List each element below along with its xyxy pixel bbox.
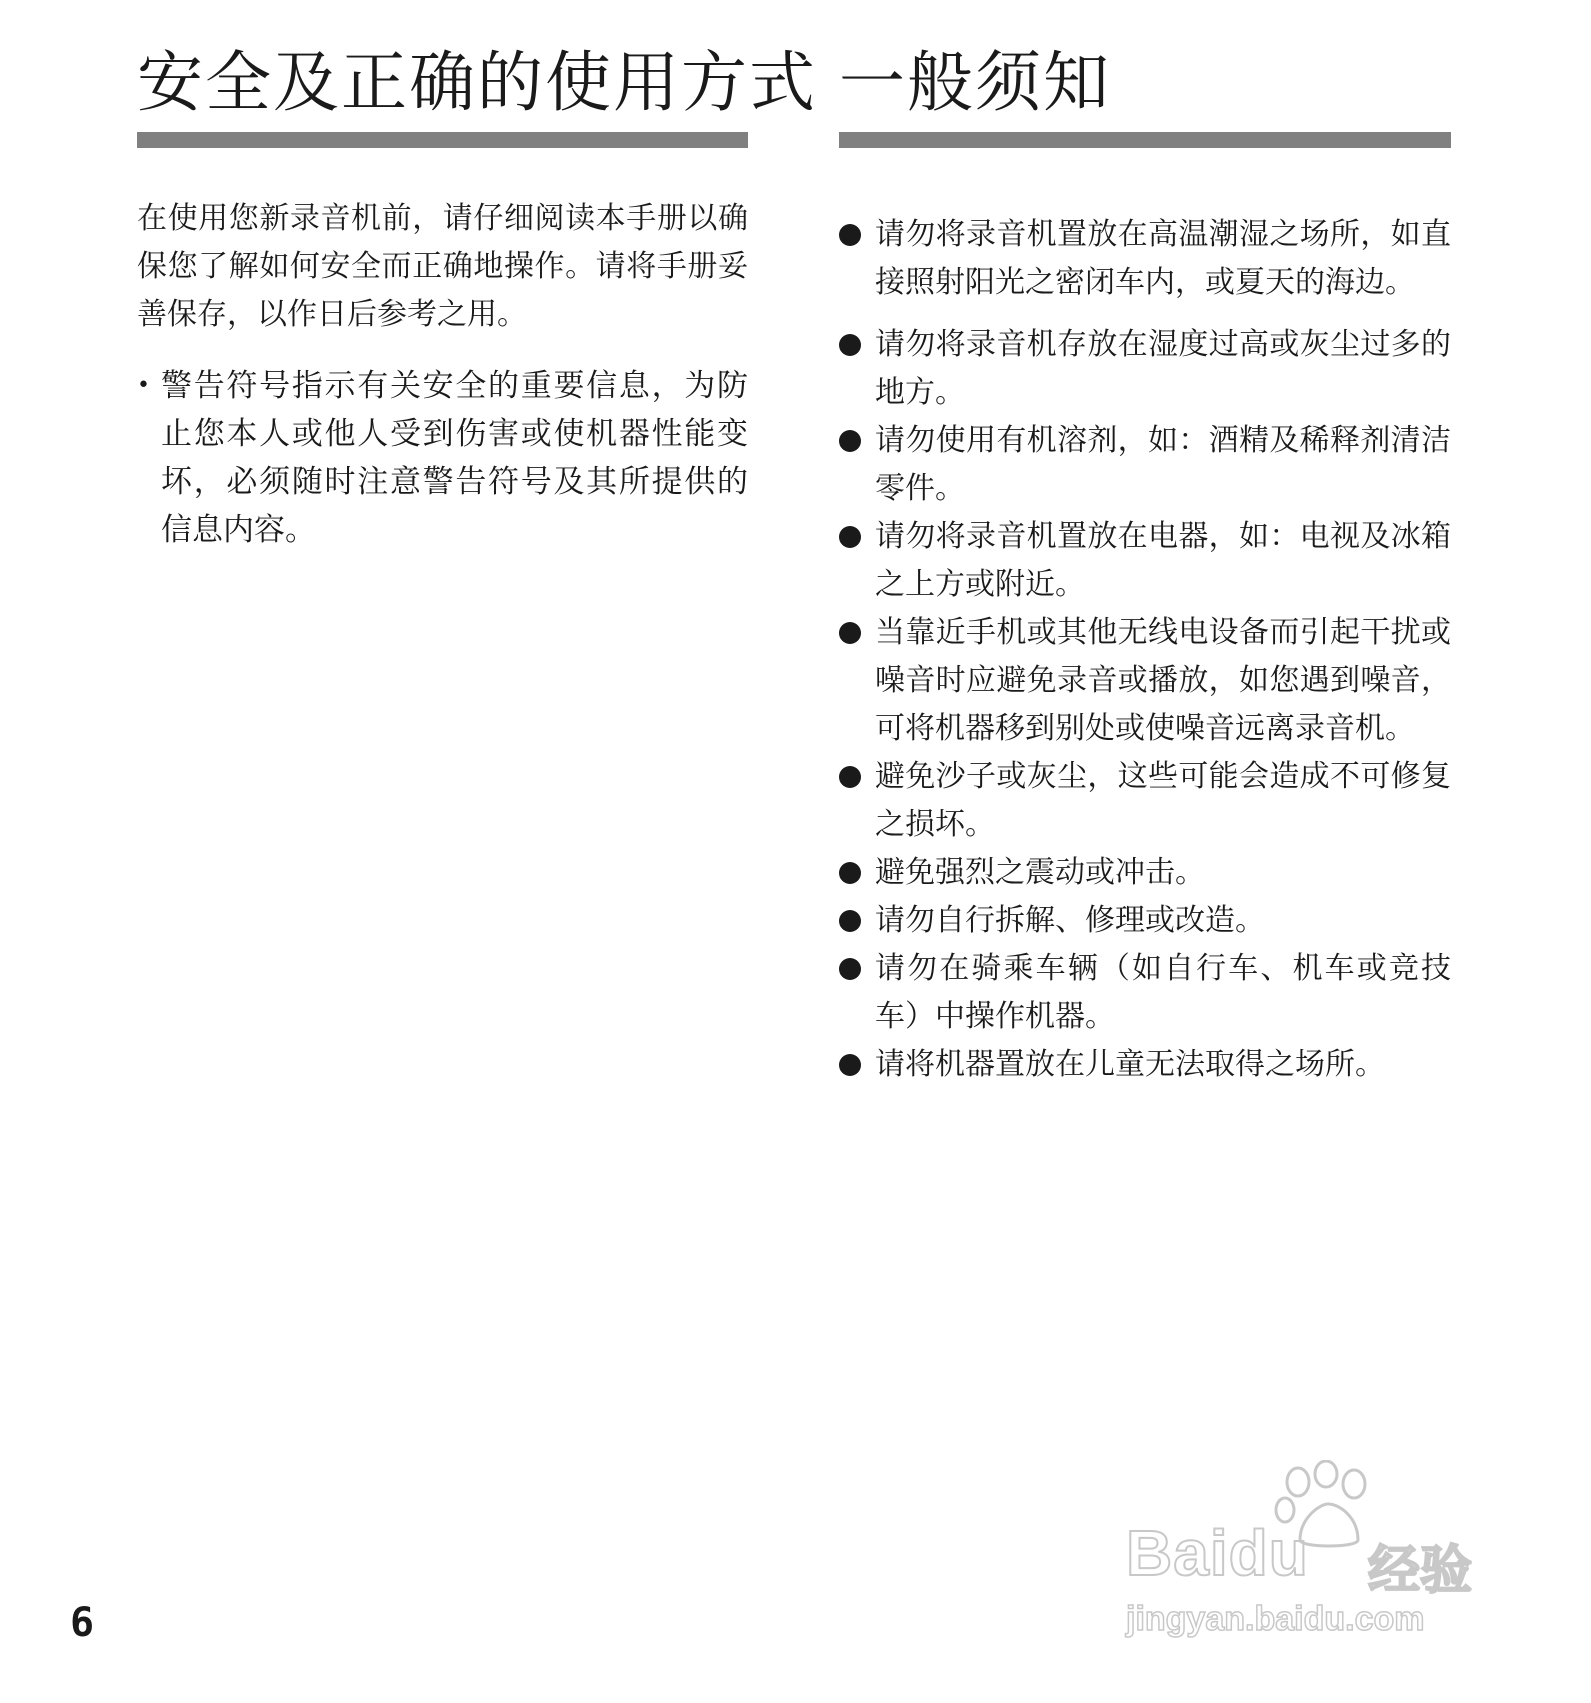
intro-paragraph: 在使用您新录音机前，请仔细阅读本手册以确保您了解如何安全而正确地操作。请将手册妥善保存，以作日后参考之用。	[137, 201, 748, 332]
baidu-watermark	[1120, 1460, 1500, 1650]
bullet-dot-icon	[839, 417, 875, 513]
bullet-dot-icon	[839, 1041, 875, 1089]
bullet-dot-icon	[839, 945, 875, 1041]
bullet-dot-icon	[839, 609, 875, 753]
list-item: 请勿在骑乘车辆（如自行车、机车或竞技车）中操作机器。	[839, 945, 1451, 1041]
list-item: 避免沙子或灰尘，这些可能会造成不可修复之损坏。	[839, 753, 1451, 849]
bullet-dot-icon	[839, 211, 875, 307]
small-bullet: •	[137, 373, 150, 398]
heading-underline-bar	[839, 132, 1451, 148]
list-item: 请将机器置放在儿童无法取得之场所。	[839, 1041, 1451, 1089]
list-item: 当靠近手机或其他无线电设备而引起干扰或噪音时应避免录音或播放，如您遇到噪音，可将机器移到别处或使噪音远离录音机。	[839, 609, 1451, 753]
right-column	[839, 38, 1451, 1089]
bullet-dot-icon	[839, 849, 875, 897]
list-item: 避免强烈之震动或冲击。	[839, 849, 1451, 897]
warning-text: 警告符号指示有关安全的重要信息，为防止您本人或他人受到伤害或使机器性能变坏，必须随时注意警告符号及其所提供的信息内容。	[161, 368, 748, 548]
bullet-dot-icon	[839, 897, 875, 945]
bullet-dot-icon	[839, 321, 875, 417]
list-item: 请勿使用有机溶剂，如：酒精及稀释剂清洁零件。	[839, 417, 1451, 513]
heading-underline-bar	[137, 132, 748, 148]
bullet-dot-icon	[839, 753, 875, 849]
watermark-url: jingyan.baidu.com	[1126, 1600, 1425, 1638]
list-item: 请勿将录音机存放在湿度过高或灰尘过多的地方。	[839, 321, 1451, 417]
list-item: 请勿将录音机置放在高温潮湿之场所，如直接照射阳光之密闭车内，或夏天的海边。	[839, 211, 1451, 307]
watermark-logo-cn: 经验	[1368, 1542, 1473, 1600]
general-notes-list	[839, 211, 1451, 1089]
list-item: 请勿将录音机置放在电器，如：电视及冰箱之上方或附近。	[839, 513, 1451, 609]
left-column	[137, 38, 817, 554]
page-number: 6	[70, 1600, 95, 1646]
list-item: 请勿自行拆解、修理或改造。	[839, 897, 1451, 945]
watermark-logo-text: Baidu	[1126, 1517, 1309, 1589]
bullet-dot-icon	[839, 513, 875, 609]
section-heading-safety: 安全及正确的使用方式	[137, 44, 817, 121]
section-heading-general: 一般须知	[839, 44, 1111, 121]
warning-note	[137, 362, 748, 554]
